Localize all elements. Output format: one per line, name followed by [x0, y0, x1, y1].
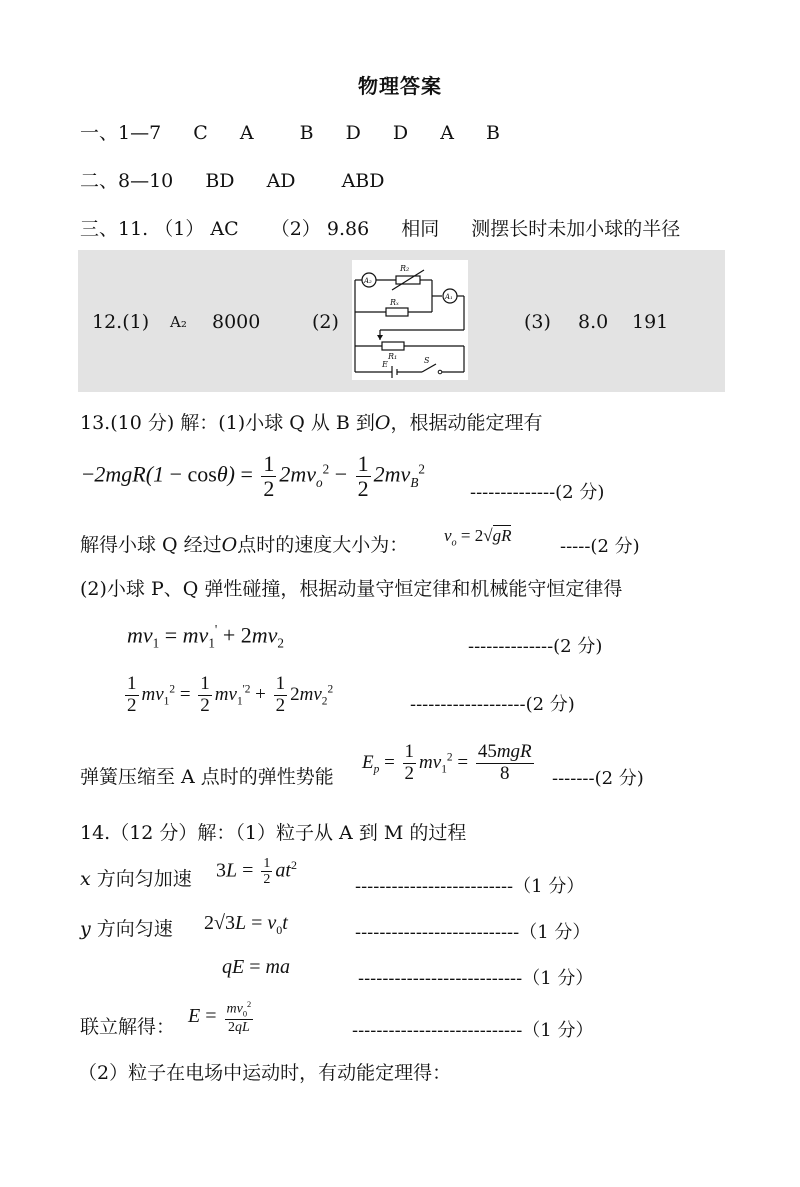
score-eq3	[468, 632, 602, 658]
part1-label: 一、1—7	[80, 122, 162, 144]
q14-y-line	[80, 914, 173, 941]
score-eq2	[560, 532, 640, 558]
y-symbol: y	[80, 918, 91, 940]
part1-answer: D	[345, 122, 361, 144]
q11-p2c: 测摆长时未加小球的半径	[471, 218, 681, 240]
part1-answer: A	[239, 122, 254, 144]
part1-answer: A	[440, 122, 454, 144]
score-x-text: （1 分）	[513, 876, 585, 897]
q14-y-label: 方向匀速	[96, 918, 173, 940]
score-x	[355, 872, 584, 898]
dash-leader: --------------	[470, 482, 556, 503]
q12-p3-label: (3)	[524, 311, 551, 333]
q11-p2: 9.86	[326, 218, 370, 240]
score-eq1-text: (2 分)	[555, 482, 605, 503]
dash-leader: --------------	[468, 636, 554, 657]
s-label: S	[424, 356, 430, 365]
dash-leader: ----------------------------	[352, 1020, 523, 1041]
dash-leader: -----	[560, 536, 591, 557]
q12-p2-label: (2)	[312, 311, 339, 333]
answers-part2	[80, 166, 385, 193]
q12-value3: 191	[632, 311, 669, 333]
equation-y: $2√3L = v_0t$	[204, 912, 288, 937]
q14-intro: 14.（12 分）解：（1）粒子从 A 到 M 的过程	[80, 822, 467, 844]
dash-leader: -------	[552, 768, 595, 789]
q12-label: 12.(1)	[92, 311, 150, 333]
equation-e-result: E = $\frac{mv_0^2}{2qL}$	[188, 1000, 252, 1035]
q12-value1: 8000	[212, 311, 261, 333]
equation-1: −2mgR(1 − cosθ) = $\frac{1}{2}$ $2mv_o^2$ − $\frac{1}{2}$ $2mv_B^2$	[82, 451, 425, 502]
a1-meter-label: A₁	[445, 293, 453, 301]
q14-part2: （2）粒子在电场中运动时，有动能定理得：	[78, 1062, 452, 1084]
q11-p2b: 相同	[401, 218, 440, 240]
part2-label: 二、8—10	[80, 170, 174, 192]
circuit-diagram-svg	[352, 260, 468, 380]
score-eq2-text: (2 分)	[590, 536, 640, 557]
a2-meter-label: A₂	[364, 277, 372, 285]
rx-label: Rₓ	[390, 298, 399, 307]
q11-p1: AC	[210, 218, 239, 240]
q11-label: 三、11.	[80, 218, 149, 240]
q11-p2-label: （2）	[270, 218, 321, 240]
score-e-text: （1 分）	[522, 968, 594, 989]
q13-line2-text: 解得小球 Q 经过	[80, 534, 222, 556]
r1-label: R₁	[388, 352, 398, 361]
page-title: 物理答案	[358, 74, 442, 98]
part1-answer: D	[392, 122, 409, 144]
equation-4: $\frac{1}{2}$ $mv_1^2$ = $\frac{1}{2}$ $mv_1^{'2}$ + $\frac{1}{2}$ $2mv_2^2$	[127, 673, 334, 716]
score-eq4	[410, 690, 575, 716]
part2-answer: BD	[205, 170, 235, 192]
score-eq4-text: (2 分)	[525, 694, 575, 715]
score-y	[355, 918, 590, 944]
q14-solve: 联立解得：	[80, 1016, 176, 1038]
q11-line	[80, 214, 680, 241]
q13-intro	[80, 408, 543, 435]
equation-qe: qE = ma	[222, 956, 290, 978]
part1-answer: C	[193, 122, 208, 144]
answers-part1	[80, 118, 500, 145]
score-y-text: （1 分）	[519, 922, 591, 943]
part2-answer: ABD	[341, 170, 385, 192]
point-o: O	[374, 412, 391, 434]
score-eq3-text: (2 分)	[553, 636, 603, 657]
part1-answer: B	[299, 122, 314, 144]
score-eq1	[470, 478, 604, 504]
q13-intro-text: 13.(10 分) 解：(1)小球 Q 从 B 到	[80, 412, 375, 434]
q12-meter: A₂	[170, 313, 187, 331]
equation-5: $E_p$ = $\frac{1}{2}$ $mv_1^2$ = $\frac{\text{45mgR}}{8}$	[362, 741, 532, 784]
q14-x-line	[80, 864, 192, 891]
score-eq5-text: (2 分)	[594, 768, 644, 789]
dash-leader: ---------------------------	[355, 922, 520, 943]
score-e	[358, 964, 593, 990]
point-o: O	[221, 534, 238, 556]
score-solve	[352, 1016, 593, 1042]
score-eq5	[552, 764, 644, 790]
equation-x: 3L = $\frac{1}{2}$ $at^2$	[216, 856, 297, 888]
part2-answer: AD	[266, 170, 296, 192]
q14-x-label: 方向匀加速	[96, 868, 192, 890]
e-label: E	[382, 360, 388, 369]
equation-2: $v_o = 2√gR$	[444, 526, 512, 549]
dash-leader: -------------------	[410, 694, 526, 715]
dash-leader: ---------------------------	[358, 968, 523, 989]
r2-label: R₂	[400, 264, 410, 273]
x-symbol: x	[80, 868, 91, 890]
q13-line2	[80, 530, 408, 557]
q13-line2-end: 点时的速度大小为：	[237, 534, 409, 556]
part1-answer: B	[485, 122, 500, 144]
q13-intro-end: ，根据动能定理有	[390, 412, 543, 434]
q13-spring: 弹簧压缩至 A 点时的弹性势能	[80, 766, 334, 788]
equation-3: $mv_1 = mv_1' + 2mv_2$	[127, 622, 284, 651]
q11-p1-label: （1）	[154, 218, 205, 240]
dash-leader: --------------------------	[355, 876, 514, 897]
score-solve-text: （1 分）	[522, 1020, 594, 1041]
q13-part2: (2)小球 P、Q 弹性碰撞，根据动量守恒定律和机械能守恒定律得	[80, 578, 623, 600]
q12-value2: 8.0	[578, 311, 609, 333]
circuit-diagram	[352, 260, 468, 380]
